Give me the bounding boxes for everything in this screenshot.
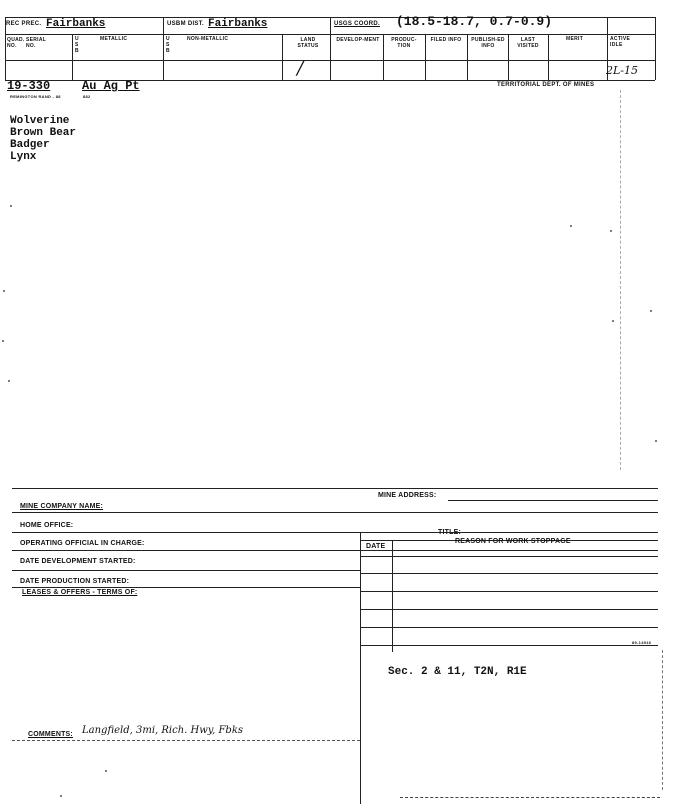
date-column-label: DATE <box>366 543 386 550</box>
last-visited-label: LAST VISITED <box>517 37 539 49</box>
header-vline <box>282 34 283 80</box>
table-row-rule <box>360 573 658 574</box>
date-development-line <box>12 570 360 571</box>
table-row-rule <box>360 609 658 610</box>
header-vline <box>467 34 468 80</box>
operating-official-line <box>12 550 658 551</box>
header-vline <box>508 34 509 80</box>
production-label: PRODUC-TION <box>391 37 417 49</box>
date-production-line <box>12 587 360 588</box>
land-status-mark: / <box>297 58 304 79</box>
scan-speck <box>650 310 652 312</box>
title-label: TITLE: <box>438 529 461 536</box>
header-vline <box>163 17 164 80</box>
usbm-dist-value: Fairbanks <box>208 18 268 30</box>
active-idle-label: ACTIVE IDLE <box>610 36 631 48</box>
leases-label: LEASES & OFFERS - TERMS OF: <box>22 589 138 596</box>
home-office-label: HOME OFFICE: <box>20 522 74 529</box>
rec-prec-value: Fairbanks <box>46 18 106 30</box>
usgs-coord-value: (18.5-18.7, 0.7-0.9) <box>396 14 553 29</box>
table-row-rule <box>360 627 658 628</box>
filed-info-label: FILED INFO <box>430 37 462 43</box>
department-name: TERRITORIAL DEPT. OF MINES <box>497 82 595 88</box>
date-development-label: DATE DEVELOPMENT STARTED: <box>20 558 136 565</box>
printer-code: 882 <box>83 94 91 99</box>
scan-speck <box>8 380 10 382</box>
operating-official-label: OPERATING OFFICIAL IN CHARGE: <box>20 540 145 547</box>
right-edge-line <box>662 650 663 790</box>
scan-speck <box>2 340 4 342</box>
table-row-rule <box>360 591 658 592</box>
metallic-label: METALLIC <box>100 36 128 42</box>
location-value: Sec. 2 & 11, T2N, R1E <box>388 666 527 678</box>
scan-speck <box>610 230 612 232</box>
printer-mark: REMINGTON RAND - 88 <box>10 94 61 99</box>
table-bottom-rule <box>360 645 658 646</box>
claim-name: Badger <box>10 139 50 151</box>
scan-speck <box>3 290 5 292</box>
quad-no-label: QUAD. NO. <box>7 37 25 49</box>
mine-address-label: MINE ADDRESS: <box>378 492 437 499</box>
bottom-edge-line <box>400 797 660 798</box>
reason-column-label: REASON FOR WORK STOPPAGE <box>455 538 571 545</box>
usgs-coord-label: USGS COORD. <box>334 21 380 27</box>
mine-company-name-label: MINE COMPANY NAME: <box>20 503 104 510</box>
scan-speck <box>10 205 12 207</box>
merit-label: MERIT <box>566 36 584 42</box>
comments-line <box>12 740 360 741</box>
section-rule <box>12 488 658 489</box>
claim-name: Wolverine <box>10 115 70 127</box>
metallic-value: Au Ag Pt <box>82 79 140 93</box>
table-row-rule <box>360 556 658 557</box>
header-vline <box>383 34 384 80</box>
land-status-label: LAND STATUS <box>297 37 319 49</box>
mine-company-line <box>12 512 658 513</box>
mine-address-line <box>448 500 658 501</box>
serial-value: 19-330 <box>7 79 51 93</box>
header-vline <box>548 34 549 80</box>
home-office-line <box>12 532 658 533</box>
scan-speck <box>655 440 657 442</box>
usb-letters-nonmetallic: U S B <box>166 36 170 54</box>
development-label: DEVELOP-MENT <box>336 37 380 43</box>
header-vline <box>425 34 426 80</box>
usbm-dist-label: USBM DIST. <box>167 21 205 27</box>
comments-value: Langfield, 3mi, Rich. Hwy, Fbks <box>82 725 244 736</box>
claim-name: Lynx <box>10 151 37 163</box>
claim-name: Brown Bear <box>10 127 77 139</box>
header-vline <box>655 17 656 80</box>
header-vline <box>72 34 73 80</box>
scan-speck <box>60 795 62 797</box>
comments-label: COMMENTS: <box>28 731 73 738</box>
active-idle-value: 2L-15 <box>606 64 639 77</box>
scan-speck <box>105 770 107 772</box>
scan-speck <box>570 225 572 227</box>
published-info-label: PUBLISH-ED INFO <box>471 37 505 49</box>
serial-no-label: SERIAL NO. <box>26 37 47 49</box>
scan-edge-line <box>620 90 621 470</box>
date-production-label: DATE PRODUCTION STARTED: <box>20 578 130 585</box>
header-vline <box>330 17 331 80</box>
form-number: 89-14916 <box>632 640 652 645</box>
nonmetallic-label: NON-METALLIC <box>187 36 229 42</box>
rec-prec-label: REC PREC. <box>6 21 42 27</box>
scan-speck <box>612 320 614 322</box>
usb-letters-metallic: U S B <box>75 36 79 54</box>
